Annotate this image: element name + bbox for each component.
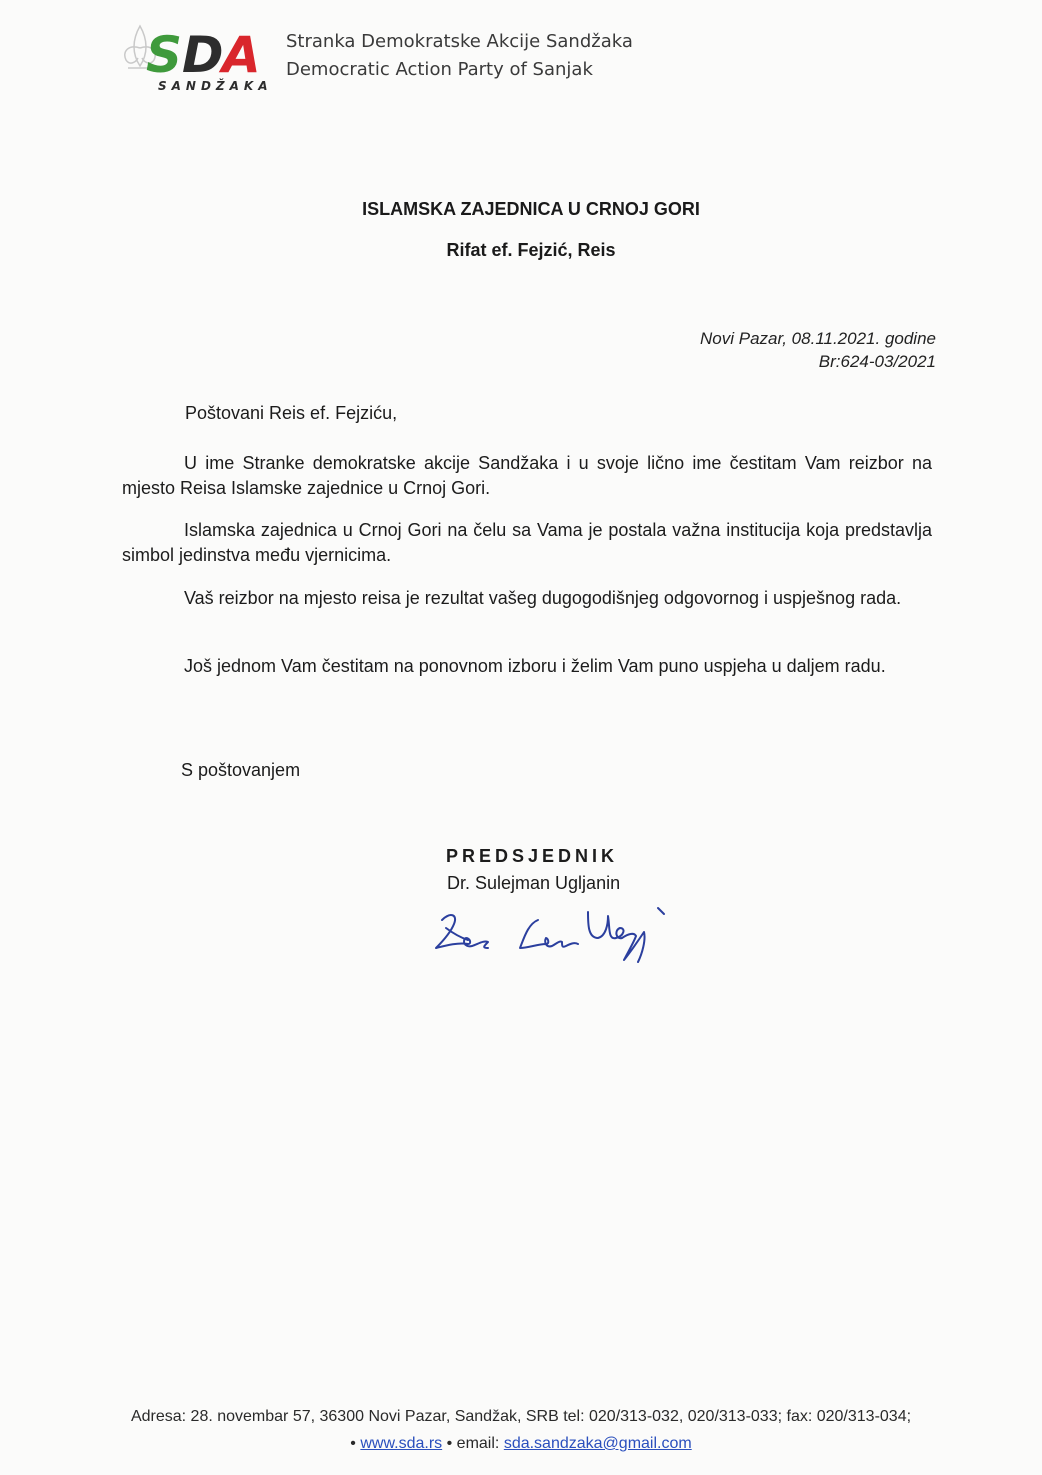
sda-logo xyxy=(118,18,278,96)
footer-address: Adresa: 28. novembar 57, 36300 Novi Pazar, Sandžak, SRB tel: 020/313-032, 020/313-033; fax: 020/313-034; xyxy=(130,1408,912,1425)
signatory-name: Dr. Sulejman Ugljanin xyxy=(447,873,621,893)
party-name-local: Stranka Demokratske Akcije Sandžaka xyxy=(286,31,633,52)
handwritten-signature xyxy=(428,898,678,978)
logo-subtext: SANDŽAKA xyxy=(158,79,273,93)
place-date: Novi Pazar, 08.11.2021. godine xyxy=(700,329,936,348)
body-paragraph-1: U ime Stranke demokratske akcije Sandžaka i u svoje lično ime čestitam Vam reizbor na mjesto Reisa Islamske zajednice u Crnoj Gori. xyxy=(122,453,932,498)
footer-bullet: • xyxy=(350,1435,356,1452)
body-paragraph-3: Vaš reizbor na mjesto reisa je rezultat vašeg dugogodišnjeg odgovornog i uspješnog rada. xyxy=(184,588,902,608)
recipient-organization: ISLAMSKA ZAJEDNICA U CRNOJ GORI xyxy=(362,199,700,219)
body-paragraph-2: Islamska zajednica u Crnoj Gori na čelu sa Vama je postala važna institucija koja predstavlja simbol jedinstva među vjernicima. xyxy=(122,520,932,565)
body-paragraph-4: Još jednom Vam čestitam na ponovnom izboru i želim Vam puno uspjeha u daljem radu. xyxy=(184,656,886,676)
date-reference-block xyxy=(700,327,936,373)
reference-number: Br:624-03/2021 xyxy=(818,352,936,371)
website-link[interactable]: www.sda.rs xyxy=(360,1435,443,1452)
logo-letter-a: A xyxy=(222,26,261,84)
signatory-title: PREDSJEDNIK xyxy=(446,846,619,866)
closing: S poštovanjem xyxy=(181,760,301,780)
logo-letter-d: D xyxy=(182,26,224,84)
party-name-block xyxy=(286,28,633,84)
party-name-english: Democratic Action Party of Sanjak xyxy=(286,59,593,80)
salutation: Poštovani Reis ef. Fejziću, xyxy=(185,403,398,423)
footer-bullet-2: • xyxy=(446,1435,453,1452)
logo-letter-s: S xyxy=(146,26,183,84)
email-link[interactable]: sda.sandzaka@gmail.com xyxy=(503,1435,692,1452)
recipient-person: Rifat ef. Fejzić, Reis xyxy=(446,240,616,260)
email-label: email: xyxy=(456,1435,500,1452)
footer-contacts xyxy=(0,1435,1042,1453)
